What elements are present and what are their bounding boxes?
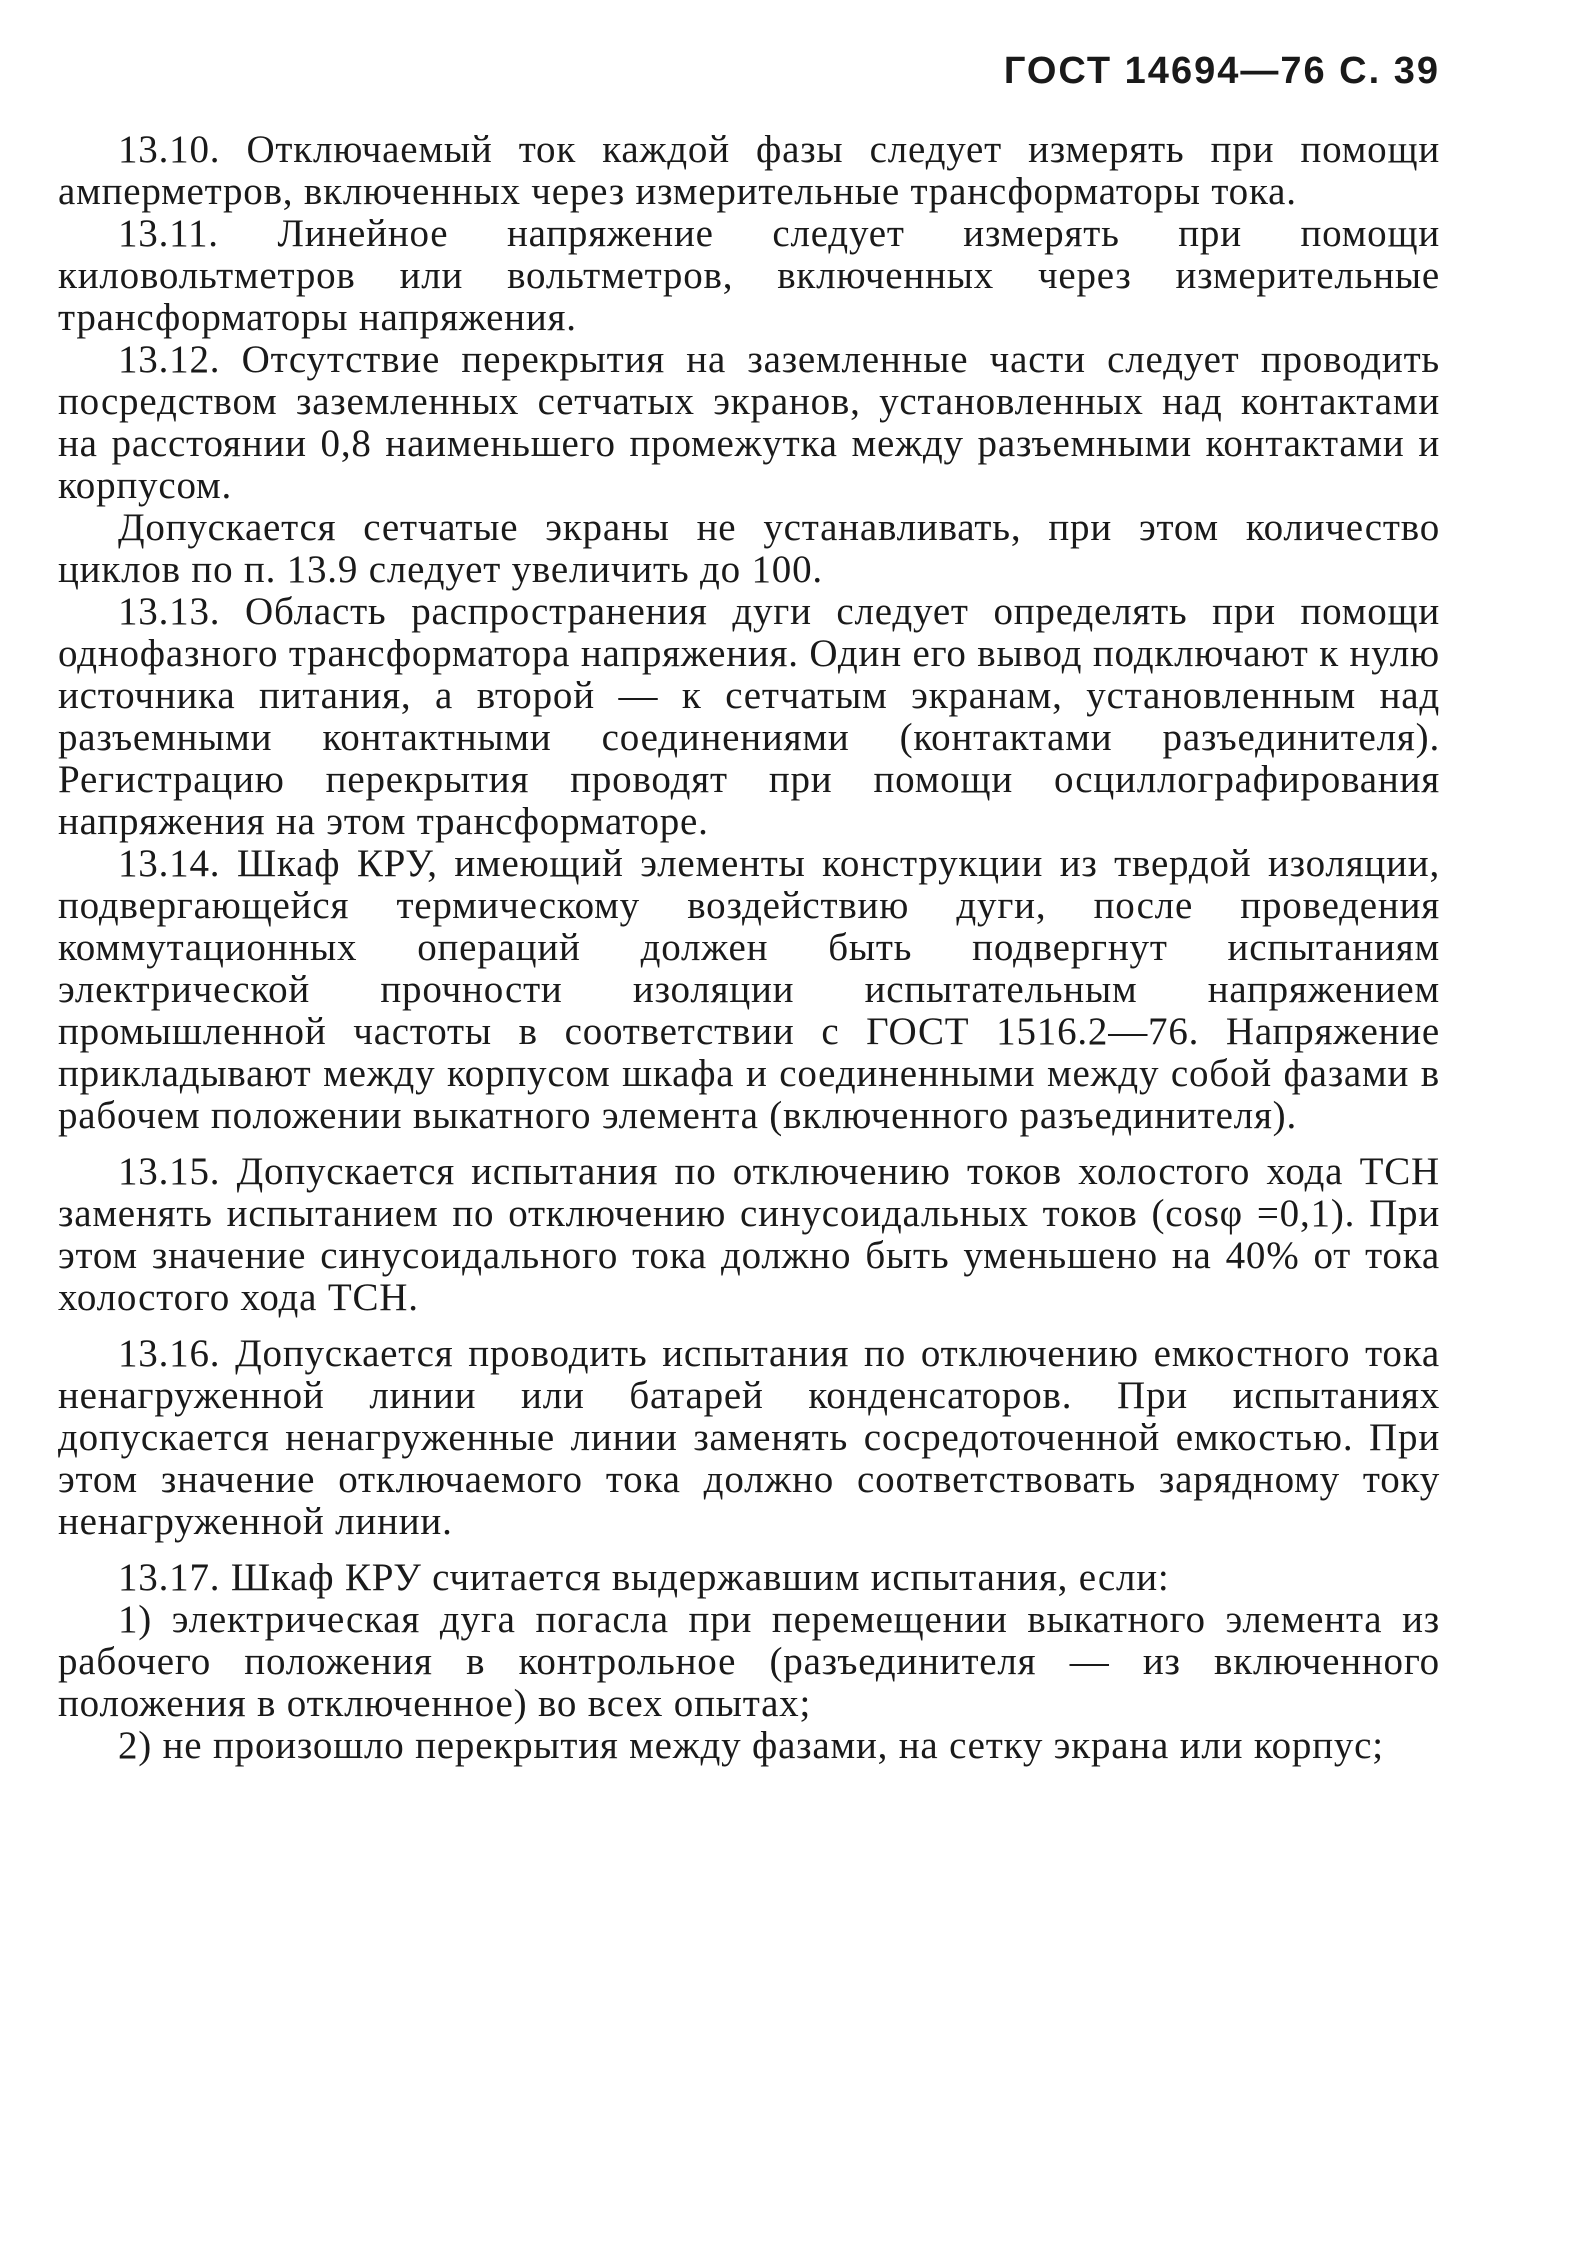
list-item-2: 2) не произошло перекрытия между фазами, на сетку экрана или корпус; (118, 1724, 1384, 1767)
paragraph-13-10: 13.10. Отключаемый ток каждой фазы следует измерять при помощи амперметров, включенных через измерительные трансформаторы тока. (58, 128, 1440, 213)
paragraph-13-17: 13.17. Шкаф КРУ считается выдержавшим испытания, если: (118, 1556, 1170, 1599)
running-header: ГОСТ 14694—76 С. 39 (1003, 50, 1440, 92)
paragraph-13-16: 13.16. Допускается проводить испытания по отключению емкостного тока ненагруженной линии или батарей конденсаторов. При испытаниях допускается ненагруженные линии заменять сосредоточенной емкостью. При этом значение отключаемого тока должно соответствовать зарядному току ненагруженной линии. (58, 1332, 1440, 1543)
document-page (58, 50, 1440, 1767)
paragraph-13-15: 13.15. Допускается испытания по отключению токов холостого хода ТСН заменять испытанием по отключению синусоидальных токов (cosφ =0,1). При этом значение синусоидального тока должно быть уменьшено на 40% от тока холостого хода ТСН. (58, 1150, 1440, 1319)
paragraph-13-14: 13.14. Шкаф КРУ, имеющий элементы конструкции из твердой изоляции, подвергающейся термическому воздействию дуги, после проведения коммутационных операций должен быть подвергнут испытаниям электрической прочности изоляции испытательным напряжением промышленной частоты в соответствии с ГОСТ 1516.2—76. Напряжение прикладывают между корпусом шкафа и соединенными между собой фазами в рабочем положении выкатного элемента (включенного разъединителя). (58, 842, 1440, 1137)
list-item-1: 1) электрическая дуга погасла при перемещении выкатного элемента из рабочего положения в контрольное (разъединителя — из включенного положения в отключенное) во всех опытах; (58, 1598, 1440, 1725)
paragraph-13-13: 13.13. Область распространения дуги следует определять при помощи однофазного трансформатора напряжения. Один его вывод подключают к нулю источника питания, а второй — к сетчатым экранам, установленным над разъемными контактными соединениями (контактами разъединителя). Регистрацию перекрытия проводят при помощи осциллографирования напряжения на этом трансформаторе. (58, 590, 1440, 843)
paragraph-13-11: 13.11. Линейное напряжение следует измерять при помощи киловольтметров или вольтметров, включенных через измерительные трансформаторы напряжения. (58, 212, 1440, 339)
paragraph-13-12: 13.12. Отсутствие перекрытия на заземленные части следует проводить посредством заземленных сетчатых экранов, установленных над контактами на расстоянии 0,8 наименьшего промежутка между разъемными контактами и корпусом. (58, 338, 1440, 507)
paragraph-13-12-note: Допускается сетчатые экраны не устанавливать, при этом количество циклов по п. 13.9 следует увеличить до 100. (58, 506, 1440, 591)
